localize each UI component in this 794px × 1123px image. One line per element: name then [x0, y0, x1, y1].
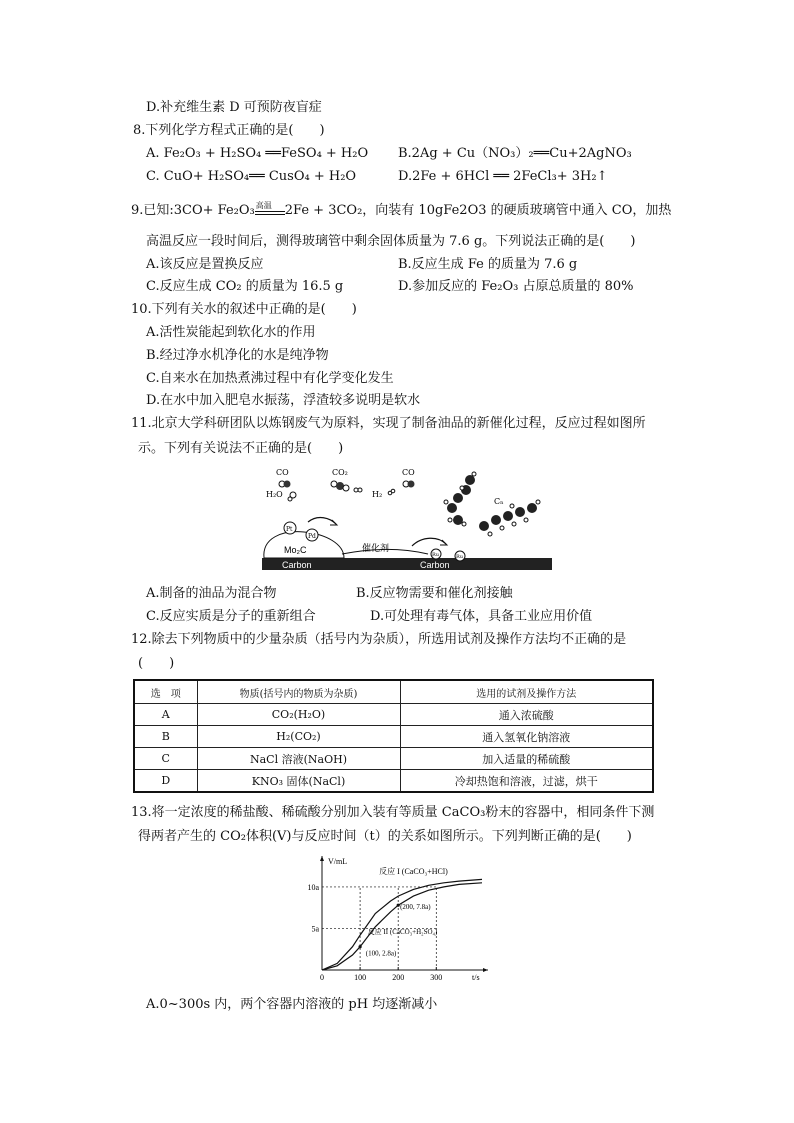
series-line-1: [322, 879, 482, 970]
q9-equation-right: 2Fe + 3CO₂，向装有 10gFe2O3 的硬质玻璃管中通入 CO，加热: [284, 203, 672, 218]
annotation-point-2: [358, 945, 361, 948]
h2-label: H₂: [372, 490, 383, 499]
catalyst-label: 催化剂: [362, 544, 390, 554]
q11-option-b: B.反应物需要和催化剂接触: [356, 586, 513, 601]
row-option: D: [134, 770, 197, 793]
q12-stem-continued: ( ): [138, 656, 175, 671]
q11-option-c: C.反应实质是分子的重新组合: [146, 609, 316, 624]
col-header-option: 选 项: [134, 680, 197, 704]
series-label-2: 反应 II (CaCO₃+H₂SO₄): [367, 928, 438, 936]
co-molecule-c-1: [284, 481, 291, 488]
q8-option-a: A. Fe₂O₃ + H₂SO₄ ══FeSO₄ + H₂O: [146, 146, 369, 161]
row-option: C: [134, 748, 197, 770]
q8-stem: 8.下列化学方程式正确的是( ): [133, 123, 325, 138]
q10-option-c: C.自来水在加热煮沸过程中有化学变化发生: [146, 371, 394, 386]
q12-table-header: [134, 680, 653, 704]
col-header-substance: 物质(括号内的物质为杂质): [197, 680, 400, 704]
q9-stem: [131, 202, 671, 220]
volume-time-chart: [300, 854, 500, 982]
pd-label: Pd: [308, 533, 316, 540]
q11-stem-continued: 示。下列有关说法不正确的是( ): [138, 441, 344, 456]
x-tick-label: 200: [392, 973, 405, 982]
co-label-2: CO: [402, 468, 415, 477]
table-row: [134, 770, 653, 793]
row-option: A: [134, 704, 197, 726]
row-substance: NaCl 溶液(NaOH): [197, 748, 400, 770]
q9-option-a: A.该反应是置换反应: [146, 257, 264, 272]
series-line-2: [322, 883, 482, 970]
row-substance: H₂(CO₂): [197, 726, 400, 748]
x-axis-arrow: [483, 968, 488, 972]
q12-table: [133, 679, 654, 793]
row-method: 通入浓硫酸: [400, 704, 653, 726]
q9-option-b: B.反应生成 Fe 的质量为 7.6 g: [398, 257, 578, 272]
row-method: 加入适量的稀硫酸: [400, 748, 653, 770]
x-tick-label: 0: [320, 973, 324, 982]
row-method: 通入氢氧化钠溶液: [400, 726, 653, 748]
arrow-1: [308, 518, 336, 524]
reaction-condition-arrow: [255, 200, 285, 218]
ru-label-2: Ru: [456, 554, 463, 560]
catalysis-diagram: [262, 462, 552, 576]
q11-stem: 11.北京大学科研团队以炼钢废气为原料，实现了制备油品的新催化过程，反应过程如图所: [131, 416, 646, 431]
h2-atom-1: [354, 488, 358, 492]
annotation-label-2: (100, 2.8a): [365, 949, 397, 958]
co2-o-2: [343, 485, 349, 491]
x-axis-label: t/s: [472, 973, 480, 982]
q11-option-a: A.制备的油品为混合物: [146, 586, 277, 601]
table-row: [134, 704, 653, 726]
q10-option-b: B.经过净水机净化的水是纯净物: [146, 348, 329, 363]
reaction-condition: 高温: [255, 200, 272, 210]
table-row: [134, 748, 653, 770]
q10-option-d: D.在水中加入肥皂水振荡，浮渣较多说明是软水: [146, 393, 421, 408]
h2-atom-2: [358, 488, 362, 492]
row-method: 冷却热饱和溶液，过滤，烘干: [400, 770, 653, 793]
q10-option-a: A.活性炭能起到软化水的作用: [146, 325, 316, 340]
table-row: [134, 726, 653, 748]
q10-stem: 10.下列有关水的叙述中正确的是( ): [131, 302, 357, 317]
q9-equation-left: 9.已知:3CO+ Fe₂O₃: [131, 203, 255, 218]
series-label-1: 反应 I (CaCO₃+HCl): [379, 867, 448, 876]
q8-option-d: D.2Fe + 6HCl ══ 2FeCl₃+ 3H₂↑: [398, 169, 608, 184]
q9-option-c: C.反应生成 CO₂ 的质量为 16.5 g: [146, 279, 344, 294]
q13-option-a: A.0~300s 内，两个容器内溶液的 pH 均逐渐减小: [146, 997, 438, 1012]
co-molecule-c-2: [408, 481, 415, 488]
q11-option-d: D.可处理有毒气体，具备工业应用价值: [370, 609, 593, 624]
x-tick-label: 300: [430, 973, 443, 982]
co2-label: CO₂: [332, 468, 348, 477]
mo2c-label: Mo₂C: [284, 545, 307, 555]
y-axis-label: V/mL: [328, 857, 348, 866]
q8-option-c: C. CuO+ H₂SO₄══ CusO₄ + H₂O: [146, 169, 357, 184]
co-label-1: CO: [276, 468, 289, 477]
q7-option-d: D.补充维生素 D 可预防夜盲症: [146, 100, 322, 115]
row-option: B: [134, 726, 197, 748]
carbon-label-1: Carbon: [282, 560, 312, 570]
hydrocarbon-chain-1: [444, 472, 476, 526]
x-tick-label: 100: [354, 973, 367, 982]
row-substance: KNO₃ 固体(NaCl): [197, 770, 400, 793]
h2-small-2: [391, 489, 395, 493]
cn-label: Cₙ: [494, 497, 504, 506]
y-axis-arrow: [320, 856, 324, 861]
annotation-label-1: (200, 7.8a): [400, 903, 431, 912]
y-tick-label: 5a: [311, 924, 319, 934]
h2o-label: H₂O: [266, 490, 283, 499]
col-header-method: 选用的试剂及操作方法: [400, 680, 653, 704]
q13-stem-continued: 得两者产生的 CO₂体积(V)与反应时间（t）的关系如图所示。下列判断正确的是( ): [138, 829, 632, 844]
q9-stem-continued: 高温反应一段时间后，测得玻璃管中剩余固体质量为 7.6 g。下列说法正确的是( ): [146, 234, 636, 249]
h2o-molecule-h: [288, 497, 292, 501]
q8-option-b: B.2Ag + Cu（NO₃）₂══Cu+2AgNO₃: [398, 146, 632, 161]
pt-label: Pt: [286, 526, 293, 533]
q12-stem: 12.除去下列物质中的少量杂质（括号内为杂质），所选用试剂及操作方法均不正确的是: [131, 632, 627, 647]
carbon-label-2: Carbon: [420, 560, 450, 570]
row-substance: CO₂(H₂O): [197, 704, 400, 726]
q9-option-d: D.参加反应的 Fe₂O₃ 占原总质量的 80%: [398, 279, 634, 294]
q13-stem: 13.将一定浓度的稀盐酸、稀硫酸分别加入装有等质量 CaCO₃粉末的容器中，相同条件下测: [131, 805, 655, 820]
ru-label-1: Ru: [432, 552, 439, 558]
hydrocarbon-chain-2: [479, 500, 540, 536]
y-tick-label: 10a: [307, 882, 319, 892]
